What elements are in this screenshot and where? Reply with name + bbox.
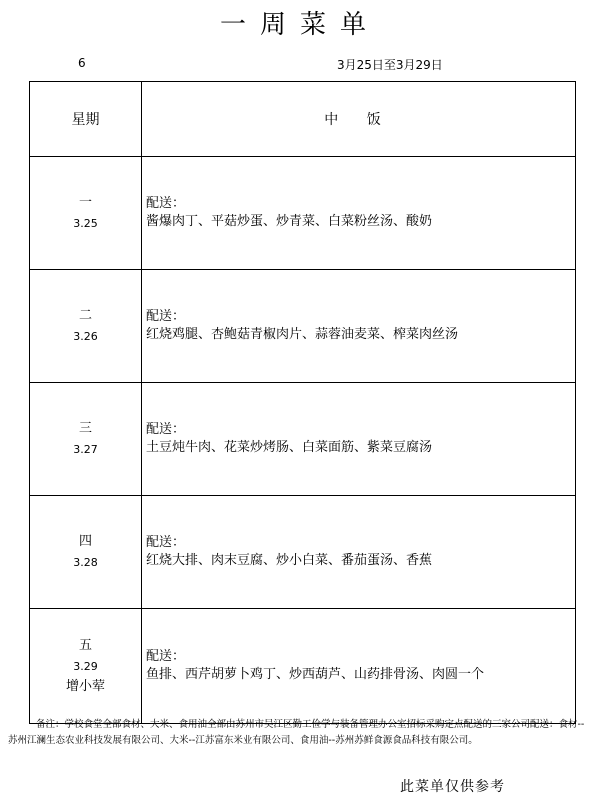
- dishes-list: 土豆炖牛肉、花菜炒烤肠、白菜面筋、紫菜豆腐汤: [146, 440, 433, 455]
- header-lunch: 中 饭: [142, 82, 576, 157]
- day-cell: [30, 496, 142, 609]
- week-number: 6: [78, 56, 86, 70]
- table-row: [30, 157, 576, 270]
- table-row: [30, 383, 576, 496]
- page-title: 一周菜单: [219, 10, 380, 40]
- dishes-list: 鱼排、西芹胡萝卜鸡丁、炒西葫芦、山药排骨汤、肉圆一个: [146, 667, 485, 682]
- table-row: [30, 270, 576, 383]
- meal-cell: [142, 496, 576, 609]
- day-cell: [30, 270, 142, 383]
- day-name: 二: [78, 307, 92, 323]
- day-name: 一: [78, 194, 92, 210]
- day-date: 3.26: [73, 329, 98, 343]
- day-extra-note: 增小荤: [65, 678, 105, 694]
- meal-cell: [142, 157, 576, 270]
- reference-note: 此菜单仅供参考: [400, 779, 505, 795]
- day-name: 五: [78, 637, 92, 653]
- meal-cell: [142, 270, 576, 383]
- menu-table: [29, 81, 576, 724]
- delivery-label: 配送：: [146, 309, 186, 324]
- delivery-label: 配送：: [146, 535, 186, 550]
- day-name: 三: [78, 420, 92, 436]
- day-date: 3.28: [73, 555, 98, 569]
- day-name: 四: [78, 533, 92, 549]
- table-row: [30, 496, 576, 609]
- day-date: 3.29: [73, 659, 98, 673]
- day-cell: [30, 609, 142, 724]
- delivery-label: 配送：: [146, 422, 186, 437]
- day-cell: [30, 157, 142, 270]
- delivery-label: 配送：: [146, 649, 186, 664]
- date-range: 3月25日至3月29日: [337, 58, 443, 72]
- table-header-row: [30, 82, 576, 157]
- day-cell: [30, 383, 142, 496]
- day-date: 3.27: [73, 442, 98, 456]
- dishes-list: 酱爆肉丁、平菇炒蛋、炒青菜、白菜粉丝汤、酸奶: [146, 214, 433, 229]
- meal-cell: [142, 383, 576, 496]
- dishes-list: 红烧大排、肉末豆腐、炒小白菜、番茄蛋汤、香蕉: [146, 553, 433, 568]
- dishes-list: 红烧鸡腿、杏鲍菇青椒肉片、蒜蓉油麦菜、榨菜肉丝汤: [146, 327, 459, 342]
- header-day: 星期: [30, 82, 142, 157]
- table-row: [30, 609, 576, 724]
- meal-cell: [142, 609, 576, 724]
- footnote: 备注：学校食堂全部食材、大米、食用油全部由苏州市吴江区勤工俭学与装备管理办公室招标采购定点配送的三家公司配送：食材--苏州江澜生态农业科技发展有限公司、大米--江苏富东米业有限公司、食用油--苏州苏鲜食源食品科技有限公司。: [8, 719, 585, 746]
- day-date: 3.25: [73, 216, 98, 230]
- delivery-label: 配送：: [146, 196, 186, 211]
